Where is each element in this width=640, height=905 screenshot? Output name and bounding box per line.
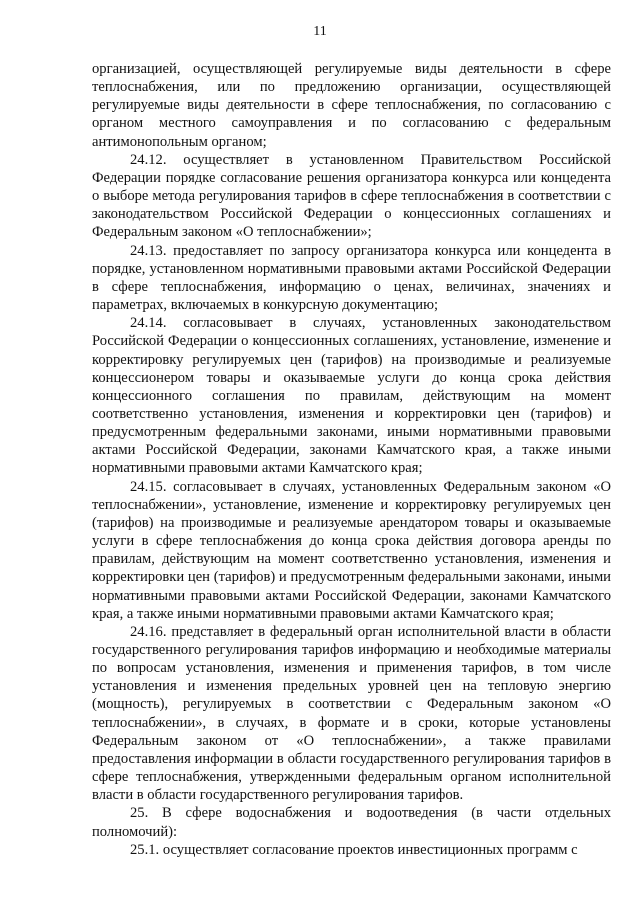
paragraph-25-1: 25.1. осуществляет согласование проектов инвестиционных программ с (130, 841, 578, 858)
page-number: 11 (313, 24, 327, 39)
document-body (92, 60, 611, 859)
paragraph-continuation: организацией, осуществляющей регулируемые виды деятельности в сфере теплоснабжения, или по предложению организации, осуществляющей регулируемые виды деятельности в сфере теплоснабжения, по согласованию с органом местного самоуправления и по согласованию с федеральным антимонопольным органом; (92, 61, 611, 150)
paragraph-25: 25. В сфере водоснабжения и водоотведения (в части отдельных полномочий): (92, 805, 611, 840)
paragraph-24-14: 24.14. согласовывает в случаях, установленных законодательством Российской Федерации о концессионных соглашениях, установление, изменение и корректировку регулируемых цен (тарифов) на производимые и реализуемые концессионером товары и оказываемые услуги до конца срока действия концессионного соглашения по правилам, действующим на момент соответственно установления, изменения и корректировки цен (тарифов) и предусмотренным федеральными законами, иными нормативными правовыми актами Российской Федерации, законами Камчатского края, а также иными нормативными правовыми актами Камчатского края; (92, 315, 611, 477)
paragraph-24-15: 24.15. согласовывает в случаях, установленных Федеральным законом «О теплоснабжении», установление, изменение и корректировку регулируемых цен (тарифов) на производимые и реализуемые арендатором товары и оказываемые услуги в сфере теплоснабжения до конца срока действия договора аренды по правилам, действующим на момент соответственно установления, изменения и корректировки цен (тарифов) и предусмотренным федеральными законами, иными нормативными правовыми актами Российской Федерации, законами Камчатского края, а также иными нормативными правовыми актами Камчатского края; (92, 478, 611, 622)
paragraph-24-13: 24.13. предоставляет по запросу организатора конкурса или концедента в порядке, установленном нормативными правовыми актами Российской Федерации в сфере теплоснабжения, информацию о ценах, величинах, значениях и параметрах, включаемых в конкурсную документацию; (92, 242, 611, 314)
paragraph-24-16: 24.16. представляет в федеральный орган исполнительной власти в области государственного регулирования тарифов информацию и необходимые материалы по вопросам установления, изменения и применения тарифов, в том числе установления и изменения предельных уровней цен на тепловую энергию (мощность), регулируемых в соответствии с Федеральным законом «О теплоснабжении», в случаях, в формате и в сроки, которые установлены Федеральным законом от «О теплоснабжении», а также правилами предоставления информации в области государственного регулирования тарифов в сфере теплоснабжения, утвержденными федеральным органом исполнительной власти в области государственного регулирования тарифов. (92, 623, 611, 804)
paragraph-24-12: 24.12. осуществляет в установленном Правительством Российской Федерации порядке согласование решения организатора конкурса или концедента о выборе метода регулирования тарифов в сфере теплоснабжения в соответствии с законодательством Российской Федерации о концессионных соглашениях и Федеральным законом «О теплоснабжении»; (92, 151, 611, 241)
